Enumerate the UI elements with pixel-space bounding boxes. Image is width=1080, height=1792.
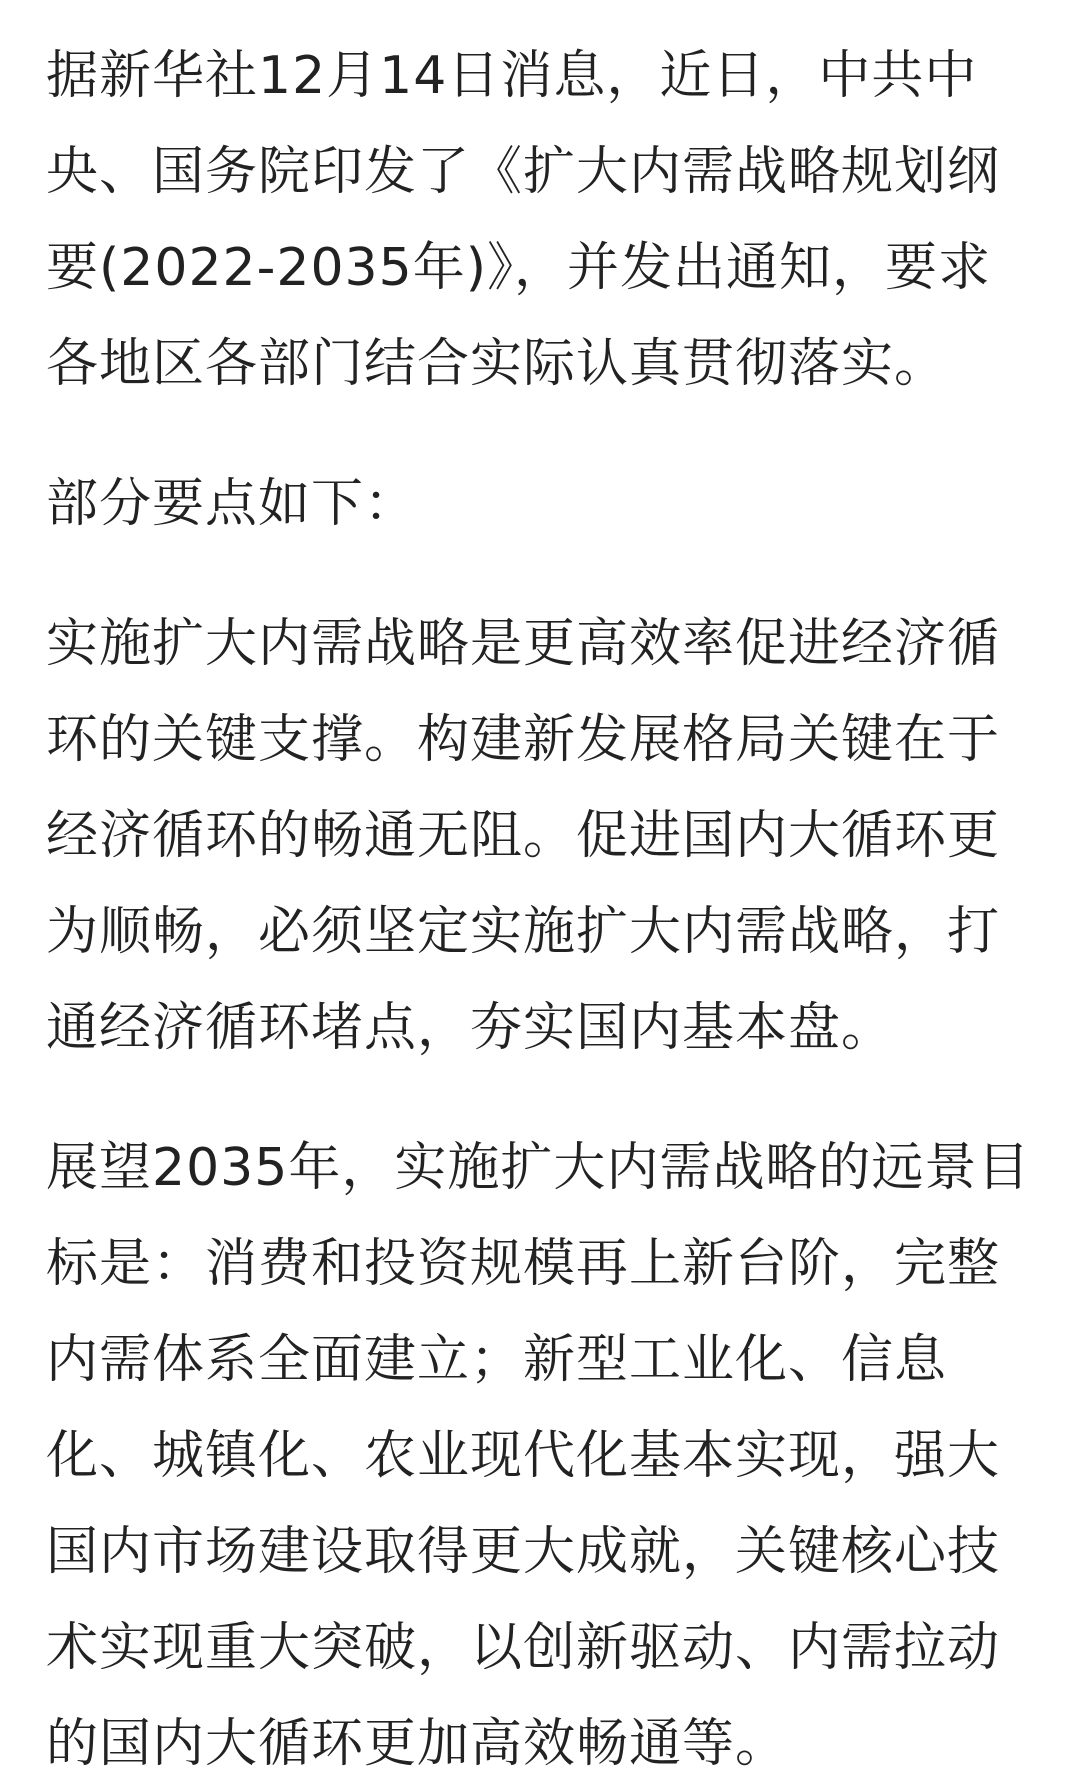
paragraph-intro: 据新华社12月14日消息，近日，中共中央、国务院印发了《扩大内需战略规划纲要(2022-2035年)》，并发出通知，要求各地区各部门结合实际认真贯彻落实。 bbox=[46, 46, 1001, 394]
paragraph-2035-goals: 展望2035年，实施扩大内需战略的远景目标是：消费和投资规模再上新台阶，完整内需体系全面建立；新型工业化、信息化、城镇化、农业现代化基本实现，强大国内市场建设取得更大成就，关键核心技术实现重大突破，以创新驱动、内需拉动的国内大循环更加高效畅通等。 bbox=[46, 1138, 1031, 1774]
paragraph-key-points-heading: 部分要点如下： bbox=[46, 474, 418, 534]
paragraph-strategy-support: 实施扩大内需战略是更高效率促进经济循环的关键支撑。构建新发展格局关键在于经济循环的畅通无阻。促进国内大循环更为顺畅，必须坚定实施扩大内需战略，打通经济循环堵点，夯实国内基本盘。 bbox=[46, 614, 1001, 1058]
